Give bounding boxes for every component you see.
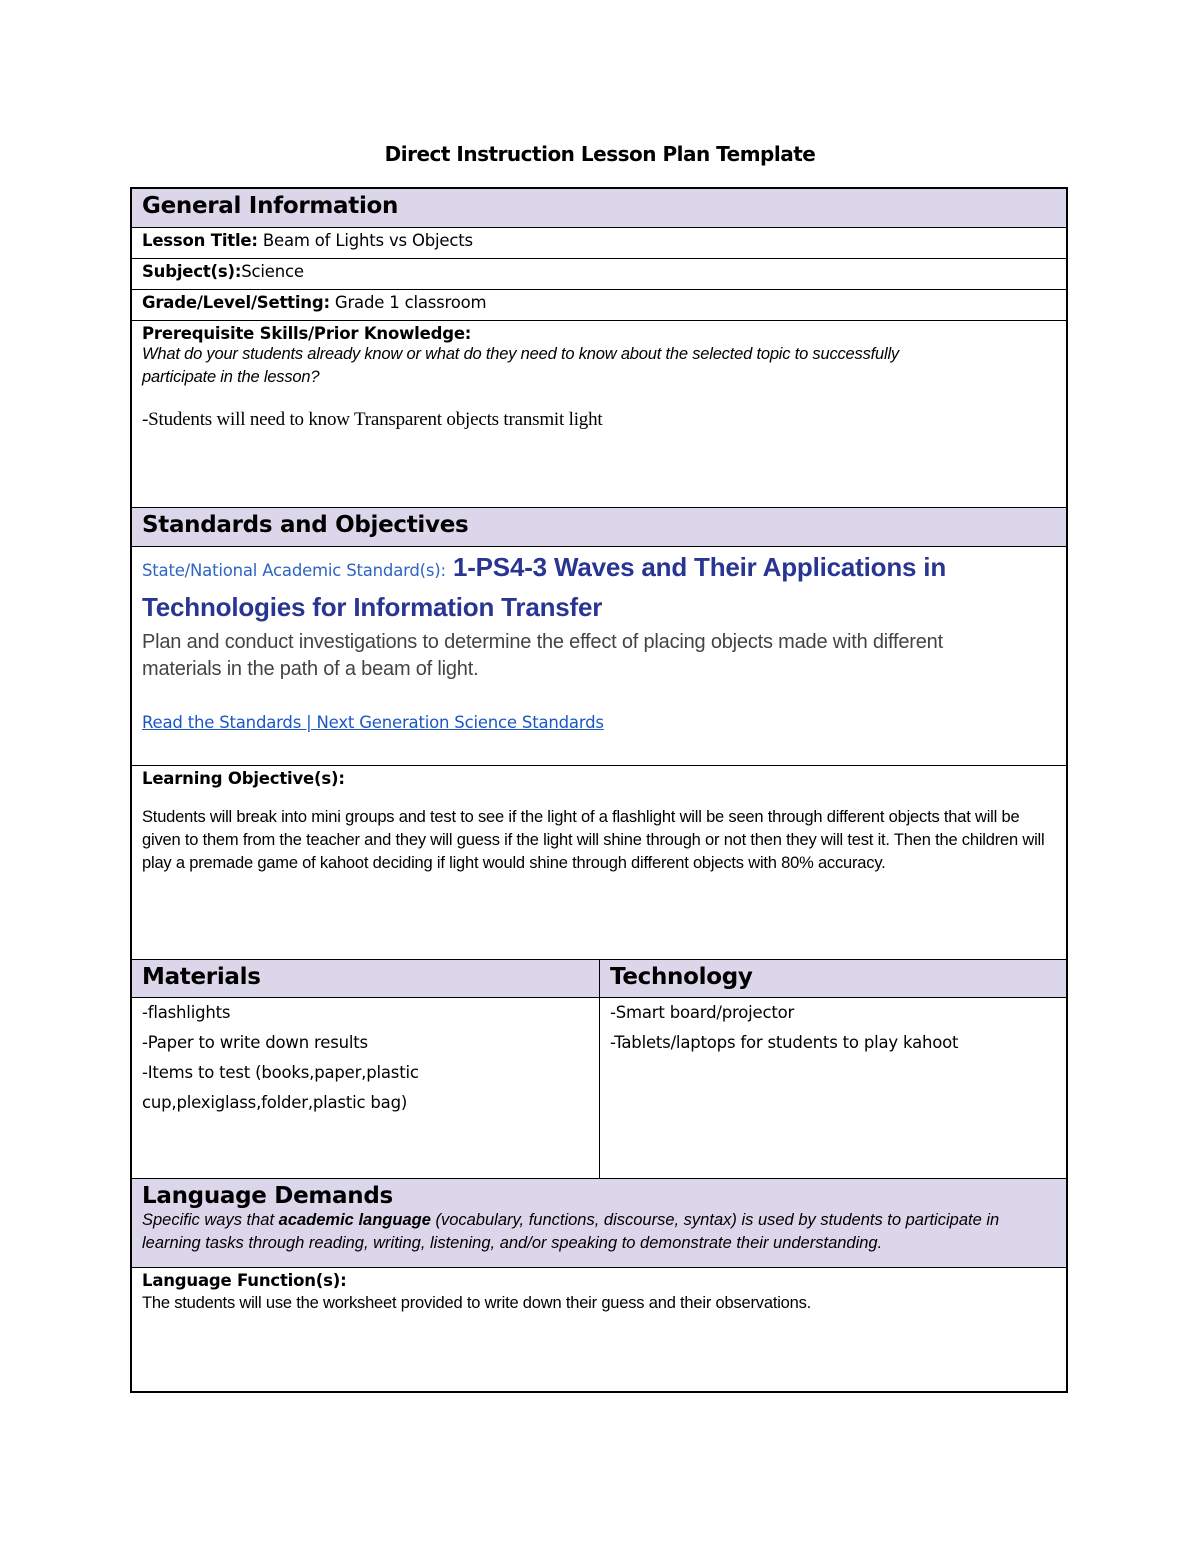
list-item: -Items to test (books,paper,plastic cup,plexiglass,folder,plastic bag) — [142, 1063, 419, 1112]
technology-header — [600, 960, 1066, 998]
language-description — [142, 1209, 1056, 1255]
language-demands-header — [132, 1179, 1066, 1268]
description-bold: academic language — [278, 1211, 431, 1229]
objective-text: Students will break into mini groups and test to see if the light of a flashlight will be seen through different objects that will be given to them from the teacher and they will guess if the light will shine through or not then they will test it. Then the children will play a premade game of kahoot deciding if light would shine through different objects with 80% accuracy. — [142, 808, 1045, 872]
subject-row — [132, 259, 1066, 290]
standards-link[interactable]: Read the Standards | Next Generation Science Standards — [142, 713, 604, 732]
grade-label: Grade/Level/Setting: — [142, 293, 330, 312]
standard-description: Plan and conduct investigations to determine the effect of placing objects made with different materials in the path of a beam of light. — [142, 631, 943, 680]
section-heading: Technology — [610, 964, 753, 990]
document-title: Direct Instruction Lesson Plan Template — [384, 142, 816, 166]
standard-code: 1-PS4-3 Waves and Their Applications in Technologies for Information Transfer — [142, 552, 947, 622]
grade-value: Grade 1 classroom — [329, 293, 487, 312]
description-text: (vocabulary, functions, discourse, syntax) is used by students to participate in learning tasks through reading, writing, listening, and/or speaking to demonstrate their understanding. — [142, 1211, 1000, 1252]
materials-technology-row — [132, 960, 1066, 1179]
list-item: -Smart board/projector — [610, 1003, 795, 1022]
lesson-title-row — [132, 228, 1066, 259]
grade-row — [132, 290, 1066, 321]
section-heading: General Information — [142, 193, 399, 219]
objective-label: Learning Objective(s): — [142, 769, 345, 788]
prerequisite-row — [132, 321, 1066, 508]
description-text: Specific ways that — [142, 1211, 279, 1229]
prerequisite-label: Prerequisite Skills/Prior Knowledge: — [142, 324, 472, 343]
prerequisite-answer: -Students will need to know Transparent objects transmit light — [142, 409, 603, 430]
technology-list — [600, 998, 1066, 1178]
subject-value: Science — [241, 262, 304, 281]
prerequisite-prompt: What do your students already know or what do they need to know about the selected topic to successfully participate in the lesson? — [142, 345, 899, 386]
standard-label: State/National Academic Standard(s): — [142, 561, 446, 580]
section-heading: Materials — [142, 964, 261, 990]
list-item: -Tablets/laptops for students to play kahoot — [610, 1033, 959, 1052]
lesson-title-label: Lesson Title: — [142, 231, 258, 250]
materials-header — [132, 960, 599, 998]
lesson-title-value: Beam of Lights vs Objects — [257, 231, 473, 250]
list-item: -Paper to write down results — [142, 1033, 368, 1052]
language-function-text: The students will use the worksheet provided to write down their guess and their observations. — [142, 1294, 812, 1312]
lesson-plan-table — [130, 187, 1068, 1393]
section-heading: Standards and Objectives — [142, 512, 469, 538]
general-information-header — [132, 189, 1066, 228]
language-function-row — [132, 1268, 1066, 1391]
section-heading: Language Demands — [142, 1183, 393, 1209]
materials-list — [132, 998, 599, 1178]
learning-objective-row — [132, 766, 1066, 960]
language-function-label: Language Function(s): — [142, 1271, 347, 1290]
standards-objectives-header — [132, 508, 1066, 547]
standards-row — [132, 547, 1066, 766]
subject-label: Subject(s): — [142, 262, 242, 281]
list-item: -flashlights — [142, 1003, 231, 1022]
